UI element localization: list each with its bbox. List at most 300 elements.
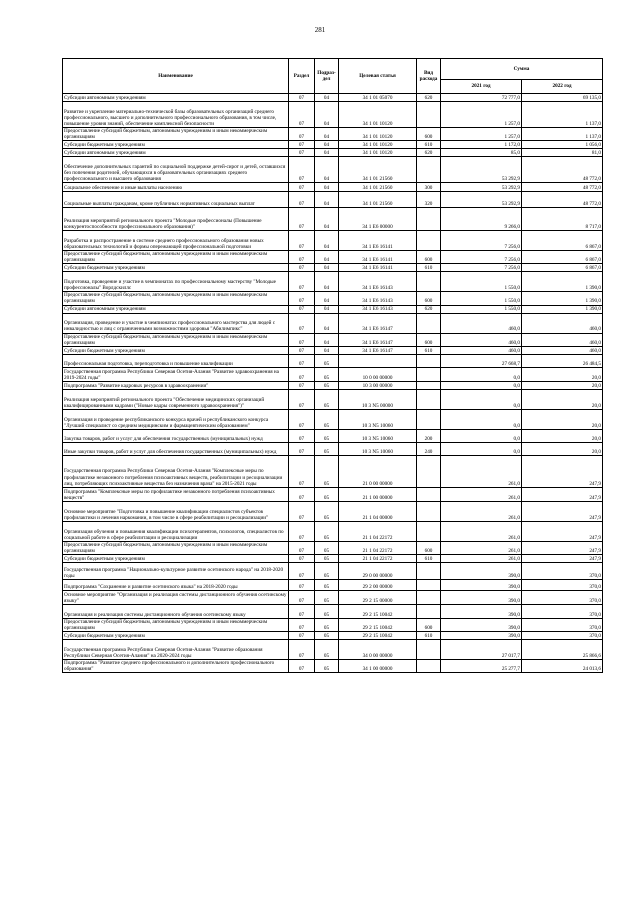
table-row xyxy=(63,455,603,487)
row-section: 07 xyxy=(289,521,315,541)
row-target: 34 1 01 05070 xyxy=(339,94,417,102)
table-row xyxy=(63,554,603,562)
row-name: Иные закупки товаров, работ и услуг для обеспечения государственных (муниципальных) нужд xyxy=(63,442,289,455)
row-subsection: 05 xyxy=(315,381,339,389)
row-subsection: 04 xyxy=(315,272,339,292)
row-section: 07 xyxy=(289,389,315,409)
row-sum-2022: 1 137,0 xyxy=(522,128,603,141)
row-expense-type xyxy=(417,313,441,333)
row-target: 34 1 Е6 00000 xyxy=(339,208,417,231)
row-name: Предоставление субсидий бюджетным, автономным учреждениям и иным некоммерческим организациям xyxy=(63,251,289,264)
row-target: 29 2 00 00000 xyxy=(339,579,417,590)
row-name: Разработка и распространение в системе среднего профессионального образования новых образовательных технологий и формы опережающей профессиональной подготовки xyxy=(63,231,289,251)
row-sum-2021: 1 257,0 xyxy=(441,102,522,128)
row-section: 07 xyxy=(289,272,315,292)
row-subsection: 05 xyxy=(315,487,339,501)
row-sum-2022: 370,0 xyxy=(522,590,603,604)
row-expense-type: 600 xyxy=(417,618,441,631)
row-sum-2022: 81,0 xyxy=(522,149,603,157)
row-subsection: 05 xyxy=(315,354,339,367)
row-name: Основное мероприятие "Подготовка и повышение квалификации специалистов субъектов профилактики и лечения наркомании, в том числе в сфере реабилитации и ресоциализации" xyxy=(63,501,289,521)
row-expense-type xyxy=(417,272,441,292)
header-name: Наименование xyxy=(63,59,289,94)
row-subsection: 04 xyxy=(315,231,339,251)
row-section: 07 xyxy=(289,409,315,429)
row-subsection: 05 xyxy=(315,389,339,409)
row-subsection: 05 xyxy=(315,501,339,521)
row-target: 21 1 04 22172 xyxy=(339,541,417,554)
row-sum-2021: 72 777,0 xyxy=(441,94,522,102)
row-sum-2022: 1 390,0 xyxy=(522,272,603,292)
row-sum-2021: 7 256,0 xyxy=(441,264,522,272)
row-target: 34 1 Е6 16147 xyxy=(339,313,417,333)
row-target: 21 1 00 00000 xyxy=(339,487,417,501)
row-name: Предоставление субсидий бюджетным, автономным учреждениям и иным некоммерческим организациям xyxy=(63,333,289,346)
row-subsection: 04 xyxy=(315,128,339,141)
row-subsection: 04 xyxy=(315,149,339,157)
table-row xyxy=(63,590,603,604)
table-row xyxy=(63,128,603,141)
row-section: 07 xyxy=(289,604,315,618)
row-subsection: 05 xyxy=(315,618,339,631)
row-name: Субсидии бюджетным учреждениям xyxy=(63,632,289,640)
header-year-2022: 2022 год xyxy=(522,80,603,94)
table-row xyxy=(63,251,603,264)
table-row xyxy=(63,618,603,631)
row-name: Предоставление субсидий бюджетным, автономным учреждениям и иным некоммерческим организациям xyxy=(63,541,289,554)
row-sum-2021: 0,0 xyxy=(441,381,522,389)
row-target: 29 2 15 10042 xyxy=(339,604,417,618)
table-row xyxy=(63,660,603,673)
row-sum-2022: 69 135,0 xyxy=(522,94,603,102)
table-row xyxy=(63,632,603,640)
row-name: Организация, проведение и участие в чемпионатах профессионального мастерства для людей с инвалидностью и лиц с ограниченными возможностями здоровья "Абилимпикс" xyxy=(63,313,289,333)
row-name: Обеспечение дополнительных гарантий по социальной поддержке детей-сирот и детей, оставшихся без попечения родителей, обучающихся в образовательных организациях среднего профессионального и высшего образования xyxy=(63,157,289,183)
row-subsection: 04 xyxy=(315,141,339,149)
row-section: 07 xyxy=(289,618,315,631)
row-sum-2021: 390,0 xyxy=(441,618,522,631)
row-section: 07 xyxy=(289,367,315,381)
row-expense-type: 600 xyxy=(417,128,441,141)
table-row xyxy=(63,381,603,389)
row-expense-type xyxy=(417,521,441,541)
row-sum-2021: 460,0 xyxy=(441,333,522,346)
row-sum-2021: 261,0 xyxy=(441,455,522,487)
row-name: Государственная программа Республики Северная Осетия-Алания "Развитие образования Республики Северная Осетия-Алания" на 2020-2024 годы xyxy=(63,640,289,660)
row-sum-2021: 0,0 xyxy=(441,367,522,381)
row-expense-type xyxy=(417,409,441,429)
row-section: 07 xyxy=(289,94,315,102)
row-sum-2021: 0,0 xyxy=(441,409,522,429)
table-row xyxy=(63,149,603,157)
row-sum-2022: 6 867,0 xyxy=(522,251,603,264)
row-sum-2021: 27 017,7 xyxy=(441,640,522,660)
row-subsection: 04 xyxy=(315,333,339,346)
row-sum-2021: 261,0 xyxy=(441,501,522,521)
row-section: 07 xyxy=(289,183,315,192)
row-subsection: 04 xyxy=(315,102,339,128)
row-subsection: 05 xyxy=(315,562,339,579)
table-row xyxy=(63,208,603,231)
row-sum-2022: 370,0 xyxy=(522,604,603,618)
table-row xyxy=(63,346,603,354)
row-expense-type xyxy=(417,381,441,389)
row-section: 07 xyxy=(289,632,315,640)
row-sum-2022: 247,9 xyxy=(522,541,603,554)
row-expense-type: 320 xyxy=(417,192,441,208)
table-row xyxy=(63,333,603,346)
row-section: 07 xyxy=(289,354,315,367)
table-row xyxy=(63,604,603,618)
row-section: 07 xyxy=(289,660,315,673)
row-target: 10 3 N5 10060 xyxy=(339,442,417,455)
row-target: 10 3 N5 10060 xyxy=(339,429,417,442)
row-expense-type xyxy=(417,455,441,487)
row-section: 07 xyxy=(289,554,315,562)
row-section: 07 xyxy=(289,333,315,346)
row-subsection: 05 xyxy=(315,367,339,381)
row-target: 10 3 N5 00000 xyxy=(339,389,417,409)
row-subsection: 05 xyxy=(315,455,339,487)
table-row xyxy=(63,102,603,128)
row-subsection: 05 xyxy=(315,632,339,640)
row-expense-type: 620 xyxy=(417,305,441,313)
row-section: 07 xyxy=(289,640,315,660)
row-sum-2022: 6 867,0 xyxy=(522,231,603,251)
row-name: Подготовка, проведение и участие в чемпионатах по профессиональному мастерству "Молодые профессионалы" Ворлдскиллс xyxy=(63,272,289,292)
row-expense-type: 610 xyxy=(417,632,441,640)
row-sum-2022: 20,0 xyxy=(522,381,603,389)
row-sum-2022: 1 056,0 xyxy=(522,141,603,149)
row-name: Предоставление субсидий бюджетным, автономным учреждениям и иным некоммерческим организациям xyxy=(63,618,289,631)
table-row xyxy=(63,157,603,183)
row-subsection: 05 xyxy=(315,554,339,562)
row-section: 07 xyxy=(289,264,315,272)
row-target: 34 1 01 10120 xyxy=(339,128,417,141)
row-sum-2021: 390,0 xyxy=(441,562,522,579)
row-subsection: 04 xyxy=(315,208,339,231)
row-name: Субсидии бюджетным учреждениям xyxy=(63,346,289,354)
row-sum-2022: 20,0 xyxy=(522,409,603,429)
row-expense-type: 620 xyxy=(417,149,441,157)
row-section: 07 xyxy=(289,541,315,554)
row-subsection: 05 xyxy=(315,604,339,618)
row-sum-2022: 247,9 xyxy=(522,554,603,562)
header-sum: Сумма xyxy=(441,59,603,80)
row-sum-2021: 1 550,0 xyxy=(441,292,522,305)
table-row xyxy=(63,429,603,442)
row-expense-type xyxy=(417,660,441,673)
table-row xyxy=(63,272,603,292)
row-section: 07 xyxy=(289,313,315,333)
row-sum-2022: 20,0 xyxy=(522,389,603,409)
table-row xyxy=(63,141,603,149)
table-row xyxy=(63,231,603,251)
row-target: 10 0 00 00000 xyxy=(339,367,417,381)
row-sum-2022: 460,0 xyxy=(522,346,603,354)
row-section: 07 xyxy=(289,346,315,354)
row-section: 07 xyxy=(289,381,315,389)
row-sum-2021: 261,0 xyxy=(441,487,522,501)
header-expense-type: Вид расхода xyxy=(417,59,441,94)
row-expense-type xyxy=(417,367,441,381)
row-name: Субсидии бюджетным учреждениям xyxy=(63,264,289,272)
row-subsection: 04 xyxy=(315,305,339,313)
row-sum-2022: 247,9 xyxy=(522,501,603,521)
row-expense-type xyxy=(417,640,441,660)
row-sum-2021: 261,0 xyxy=(441,554,522,562)
row-subsection: 05 xyxy=(315,541,339,554)
row-section: 07 xyxy=(289,208,315,231)
page-number: 281 xyxy=(314,26,326,34)
row-sum-2022: 247,9 xyxy=(522,487,603,501)
row-subsection: 05 xyxy=(315,409,339,429)
header-target: Целевая статья xyxy=(339,59,417,94)
row-name: Профессиональная подготовка, переподготовка и повышение квалификации xyxy=(63,354,289,367)
row-sum-2022: 8 717,0 xyxy=(522,208,603,231)
row-section: 07 xyxy=(289,487,315,501)
row-target: 34 1 Е6 16143 xyxy=(339,292,417,305)
row-name: Субсидии бюджетным учреждениям xyxy=(63,554,289,562)
row-target: 29 2 15 10042 xyxy=(339,618,417,631)
row-name: Государственная программа Республики Северная Осетия-Алания "Комплексные меры по профилактике незаконного потребления психоактивных веществ, реабилитации и ресоциализации лиц, потребляющих психоактивные вещества без назначения врача" на 2015-2021 годы xyxy=(63,455,289,487)
row-subsection: 05 xyxy=(315,660,339,673)
row-name: Государственная программа "Национально-культурное развитие осетинского народа" на 2018-2020 годы xyxy=(63,562,289,579)
row-subsection: 04 xyxy=(315,292,339,305)
row-sum-2022: 247,9 xyxy=(522,455,603,487)
row-sum-2021: 0,0 xyxy=(441,442,522,455)
row-sum-2022: 370,0 xyxy=(522,618,603,631)
row-subsection: 05 xyxy=(315,590,339,604)
row-expense-type: 200 xyxy=(417,429,441,442)
row-section: 07 xyxy=(289,192,315,208)
row-sum-2022: 48 772,0 xyxy=(522,157,603,183)
row-sum-2022: 1 390,0 xyxy=(522,292,603,305)
table-row xyxy=(63,562,603,579)
row-subsection: 04 xyxy=(315,346,339,354)
row-name: Социальное обеспечение и иные выплаты населению xyxy=(63,183,289,192)
row-sum-2022: 26 484,5 xyxy=(522,354,603,367)
row-expense-type xyxy=(417,487,441,501)
row-sum-2021: 85,0 xyxy=(441,149,522,157)
row-expense-type: 600 xyxy=(417,541,441,554)
row-sum-2021: 460,0 xyxy=(441,346,522,354)
table-row xyxy=(63,579,603,590)
row-target: 34 0 00 00000 xyxy=(339,640,417,660)
row-sum-2021: 0,0 xyxy=(441,429,522,442)
row-expense-type xyxy=(417,102,441,128)
table-row xyxy=(63,292,603,305)
row-sum-2021: 1 172,0 xyxy=(441,141,522,149)
row-expense-type: 610 xyxy=(417,264,441,272)
table-body xyxy=(63,94,603,673)
row-sum-2021: 1 257,0 xyxy=(441,128,522,141)
row-subsection: 04 xyxy=(315,157,339,183)
row-target: 21 1 04 22172 xyxy=(339,521,417,541)
row-target: 29 2 15 10042 xyxy=(339,632,417,640)
row-target: 34 1 Е6 16143 xyxy=(339,305,417,313)
row-sum-2021: 1 550,0 xyxy=(441,305,522,313)
row-section: 07 xyxy=(289,429,315,442)
row-sum-2021: 9 266,0 xyxy=(441,208,522,231)
row-section: 07 xyxy=(289,501,315,521)
row-expense-type xyxy=(417,604,441,618)
row-name: Подпрограмма "Сохранение и развитие осетинского языка" на 2018-2020 годы xyxy=(63,579,289,590)
row-name: Реализация мероприятий регионального проекта "Обеспечение медицинских организаций квалифицированными кадрами ("Новые кадры современного здравоохранения")" xyxy=(63,389,289,409)
row-name: Развитие и укрепление материально-технической базы образовательных организаций среднего профессионального, высшего и дополнительного профессионального образования, в том числе, повышение уровня знаний, обеспечение комплексной безопасности xyxy=(63,102,289,128)
row-target: 21 1 04 00000 xyxy=(339,501,417,521)
table-row xyxy=(63,541,603,554)
table-row xyxy=(63,264,603,272)
row-subsection: 04 xyxy=(315,251,339,264)
row-expense-type: 610 xyxy=(417,346,441,354)
row-name: Закупка товаров, работ и услуг для обеспечения государственных (муниципальных) нужд xyxy=(63,429,289,442)
row-sum-2022: 1 390,0 xyxy=(522,305,603,313)
row-subsection: 05 xyxy=(315,579,339,590)
row-sum-2022: 247,9 xyxy=(522,521,603,541)
row-target: 34 1 Е6 16141 xyxy=(339,231,417,251)
row-sum-2022: 48 772,0 xyxy=(522,183,603,192)
row-name: Предоставление субсидий бюджетным, автономным учреждениям и иным некоммерческим организациям xyxy=(63,292,289,305)
row-target xyxy=(339,354,417,367)
table-row xyxy=(63,354,603,367)
row-target: 34 1 Е6 16141 xyxy=(339,251,417,264)
row-section: 07 xyxy=(289,157,315,183)
row-subsection: 04 xyxy=(315,192,339,208)
row-subsection: 05 xyxy=(315,521,339,541)
row-section: 07 xyxy=(289,102,315,128)
row-subsection: 05 xyxy=(315,442,339,455)
table-row xyxy=(63,501,603,521)
row-sum-2021: 25 277,7 xyxy=(441,660,522,673)
row-name: Подпрограмма "Развитие кадровых ресурсов в здравоохранении" xyxy=(63,381,289,389)
row-expense-type: 610 xyxy=(417,141,441,149)
row-name: Реализация мероприятий регионального проекта "Молодые профессионалы (Повышение конкурентоспособности профессионального образования)" xyxy=(63,208,289,231)
row-target: 21 1 04 22172 xyxy=(339,554,417,562)
row-name: Организация обучения и повышения квалификации психотерапевтов, психологов, специалистов по социальной работе в сфере реабилитации и ресоциализации xyxy=(63,521,289,541)
row-section: 07 xyxy=(289,455,315,487)
row-name: Организация и реализация системы дистанционного обучения осетинскому языку xyxy=(63,604,289,618)
table-row xyxy=(63,94,603,102)
row-sum-2021: 53 292,9 xyxy=(441,183,522,192)
row-name: Основное мероприятие "Организация и реализация системы дистанционного обучения осетинскому языку" xyxy=(63,590,289,604)
row-section: 07 xyxy=(289,141,315,149)
table-row xyxy=(63,409,603,429)
row-target: 34 1 01 10120 xyxy=(339,149,417,157)
row-subsection: 04 xyxy=(315,313,339,333)
row-section: 07 xyxy=(289,305,315,313)
row-expense-type xyxy=(417,157,441,183)
header-section: Раздел xyxy=(289,59,315,94)
row-target: 34 1 01 21560 xyxy=(339,192,417,208)
row-section: 07 xyxy=(289,562,315,579)
row-sum-2022: 6 867,0 xyxy=(522,264,603,272)
row-expense-type xyxy=(417,354,441,367)
row-expense-type xyxy=(417,501,441,521)
row-sum-2022: 1 137,0 xyxy=(522,102,603,128)
row-sum-2022: 370,0 xyxy=(522,562,603,579)
row-section: 07 xyxy=(289,149,315,157)
budget-table xyxy=(62,58,603,673)
row-sum-2022: 460,0 xyxy=(522,313,603,333)
row-sum-2022: 48 772,0 xyxy=(522,192,603,208)
row-expense-type xyxy=(417,208,441,231)
row-sum-2021: 27 668,7 xyxy=(441,354,522,367)
row-sum-2021: 1 550,0 xyxy=(441,272,522,292)
row-target: 29 0 00 00000 xyxy=(339,562,417,579)
row-name: Организация и проведение республиканского конкурса врачей и республиканского конкурса "Лучший специалист со средним медицинским и фармацевтическим образованием" xyxy=(63,409,289,429)
row-sum-2021: 53 292,9 xyxy=(441,157,522,183)
row-target: 34 1 00 00000 xyxy=(339,660,417,673)
row-sum-2022: 25 866,6 xyxy=(522,640,603,660)
row-section: 07 xyxy=(289,579,315,590)
table-row xyxy=(63,521,603,541)
row-sum-2022: 20,0 xyxy=(522,442,603,455)
table-row xyxy=(63,367,603,381)
row-target: 34 1 01 21560 xyxy=(339,157,417,183)
row-expense-type xyxy=(417,590,441,604)
row-sum-2021: 261,0 xyxy=(441,541,522,554)
row-sum-2022: 20,0 xyxy=(522,429,603,442)
row-sum-2021: 7 256,0 xyxy=(441,251,522,264)
row-target: 34 1 01 10120 xyxy=(339,102,417,128)
row-subsection: 04 xyxy=(315,264,339,272)
row-subsection: 05 xyxy=(315,429,339,442)
row-expense-type xyxy=(417,231,441,251)
row-expense-type xyxy=(417,389,441,409)
row-sum-2022: 20,0 xyxy=(522,367,603,381)
row-target: 34 1 Е6 16147 xyxy=(339,333,417,346)
row-expense-type: 600 xyxy=(417,333,441,346)
row-subsection: 04 xyxy=(315,183,339,192)
row-expense-type xyxy=(417,579,441,590)
table-row xyxy=(63,389,603,409)
table-row xyxy=(63,183,603,192)
row-sum-2021: 390,0 xyxy=(441,632,522,640)
row-sum-2021: 53 292,9 xyxy=(441,192,522,208)
row-target: 34 1 Е6 16141 xyxy=(339,264,417,272)
row-section: 07 xyxy=(289,128,315,141)
row-sum-2022: 370,0 xyxy=(522,632,603,640)
row-sum-2021: 390,0 xyxy=(441,579,522,590)
row-sum-2021: 390,0 xyxy=(441,590,522,604)
row-name: Социальные выплаты гражданам, кроме публичных нормативных социальных выплат xyxy=(63,192,289,208)
row-target: 10 3 00 00000 xyxy=(339,381,417,389)
row-expense-type: 610 xyxy=(417,554,441,562)
table-row xyxy=(63,313,603,333)
row-target: 29 2 15 00000 xyxy=(339,590,417,604)
row-sum-2021: 390,0 xyxy=(441,604,522,618)
table-row xyxy=(63,192,603,208)
row-name: Государственная программа Республики Северная Осетия-Алания "Развитие здравоохранения на 2019-2024 годы" xyxy=(63,367,289,381)
row-expense-type: 600 xyxy=(417,251,441,264)
row-target: 34 1 Е6 16147 xyxy=(339,346,417,354)
row-section: 07 xyxy=(289,292,315,305)
row-name: Предоставление субсидий бюджетным, автономным учреждениям и иным некоммерческим организациям xyxy=(63,128,289,141)
row-name: Субсидии автономным учреждениям xyxy=(63,305,289,313)
row-expense-type: 240 xyxy=(417,442,441,455)
row-target: 21 0 00 00000 xyxy=(339,455,417,487)
row-target: 34 1 01 10120 xyxy=(339,141,417,149)
row-sum-2021: 261,0 xyxy=(441,521,522,541)
row-name: Субсидии автономным учреждениям xyxy=(63,149,289,157)
row-sum-2021: 0,0 xyxy=(441,389,522,409)
table-row xyxy=(63,487,603,501)
header-subsection: Подраз-дел xyxy=(315,59,339,94)
row-name: Подпрограмма "Комплексные меры по профилактике незаконного потребления психоактивных веществ" xyxy=(63,487,289,501)
row-name: Субсидии автономным учреждениям xyxy=(63,94,289,102)
row-subsection: 04 xyxy=(315,94,339,102)
